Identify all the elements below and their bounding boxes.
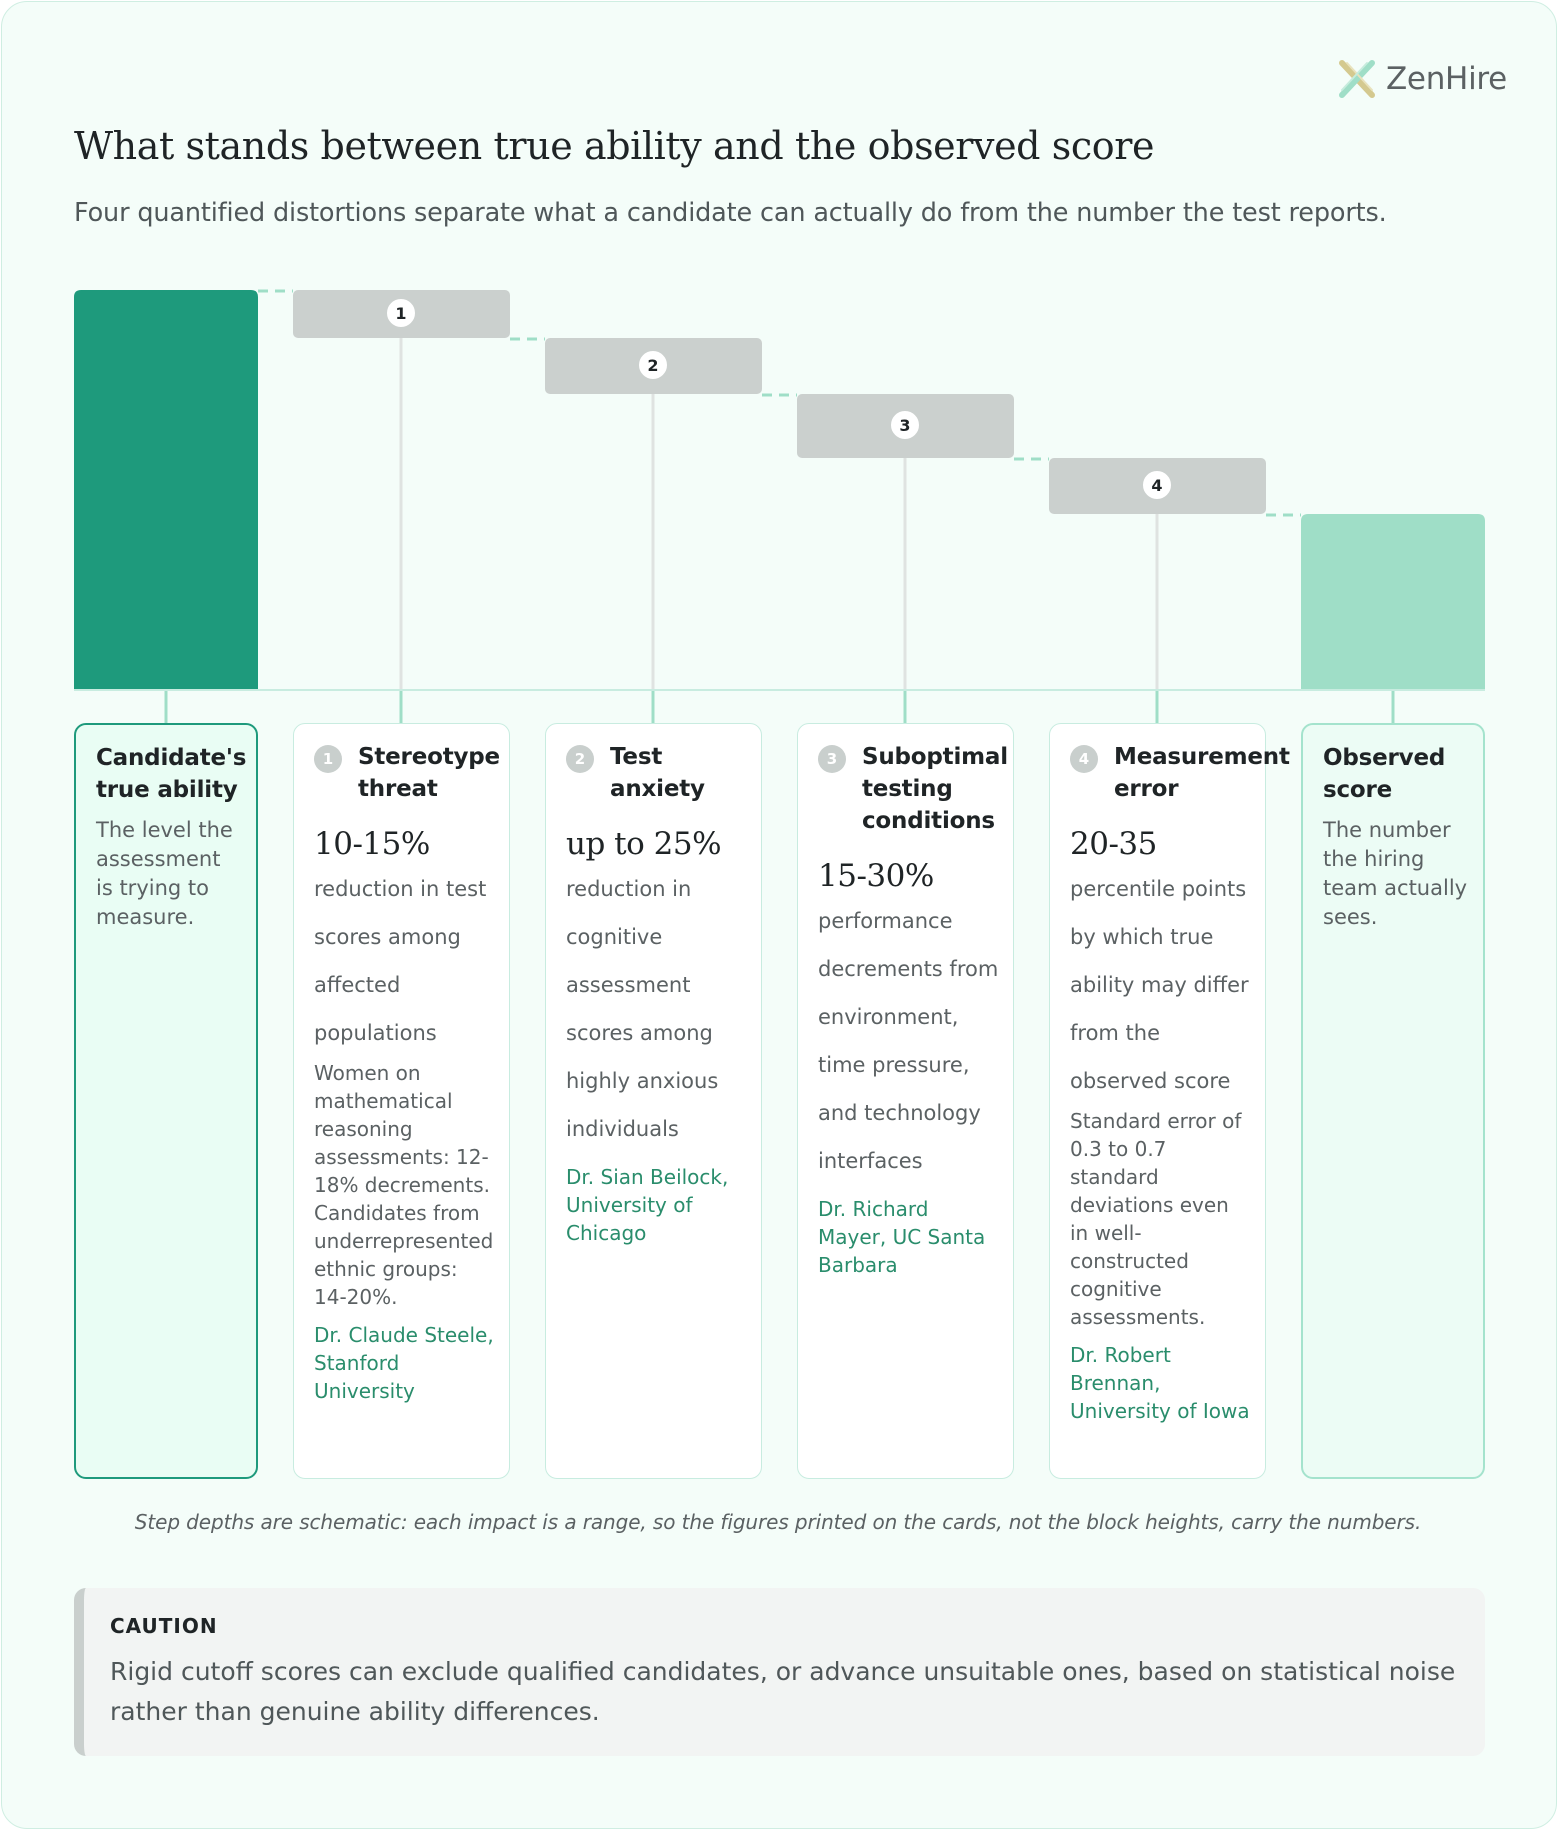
step-number-badge: 2 — [566, 745, 594, 773]
step-badge-3 — [890, 410, 920, 440]
card-title: Stereotype threat — [358, 744, 500, 802]
card-description: The number the hiring team actually sees. — [1323, 818, 1468, 929]
card-title: Observed score — [1323, 745, 1446, 803]
card-stat-description: reduction in cognitive assessment scores among highly anxious individuals — [566, 877, 719, 1141]
card-stat-description: percentile points by which true ability may differ from the observed score — [1070, 877, 1249, 1093]
drop-lines — [401, 320, 1157, 689]
card-stat-description: reduction in test scores among affected populations — [314, 877, 487, 1045]
step-badge-2 — [638, 350, 668, 380]
step-badge-4-number: 4 — [1151, 476, 1163, 495]
card-observed-score — [1301, 723, 1485, 1479]
brand-name: ZenHire — [1386, 61, 1507, 97]
step-number-badge: 1 — [314, 745, 342, 773]
caution-label: CAUTION — [110, 1614, 218, 1638]
card-title: Measurement error — [1114, 744, 1290, 802]
page-subtitle: Four quantified distortions separate what a candidate can actually do from the number the test reports. — [74, 198, 1387, 228]
card-title: Test anxiety — [610, 744, 705, 802]
card-source: Dr. Claude Steele, Stanford University — [314, 1323, 494, 1403]
observed-score-bar — [1301, 514, 1485, 689]
baseline-line — [74, 689, 1485, 691]
step-badge-4 — [1142, 470, 1172, 500]
card-source: Dr. Robert Brennan, University of Iowa — [1070, 1343, 1250, 1423]
card-description: The level the assessment is trying to measure. — [96, 818, 233, 929]
card-test-anxiety — [545, 723, 762, 1479]
step-badge-2-number: 2 — [647, 356, 659, 375]
card-title: Candidate's true ability — [96, 745, 247, 803]
page-title: What stands between true ability and the observed score — [74, 124, 1155, 168]
caution-callout — [74, 1588, 1485, 1756]
card-stat: up to 25% — [566, 826, 722, 862]
card-ticks — [166, 691, 1393, 723]
footnote: Step depths are schematic: each impact is a range, so the figures printed on the cards, not the block heights, carry the numbers. — [134, 1510, 1422, 1534]
card-detail: Standard error of 0.3 to 0.7 standard deviations even in well-constructed cognitive assessments. — [1070, 1109, 1242, 1329]
step-number-badge: 3 — [818, 745, 846, 773]
card-detail: Women on mathematical reasoning assessments: 12-18% decrements. Candidates from underrepresented ethnic groups: 14-20%. — [314, 1061, 494, 1309]
card-source: Dr. Richard Mayer, UC Santa Barbara — [818, 1197, 986, 1277]
card-stat: 10-15% — [314, 826, 430, 862]
card-title: Suboptimal testing conditions — [862, 744, 1008, 834]
card-true-ability — [74, 723, 258, 1479]
card-source: Dr. Sian Beilock, University of Chicago — [566, 1165, 729, 1245]
card-testing-conditions — [797, 723, 1014, 1479]
card-stat: 15-30% — [818, 858, 934, 894]
card-stereotype-threat — [293, 723, 510, 1479]
waterfall-diagram — [0, 0, 1560, 740]
caution-text: Rigid cutoff scores can exclude qualified candidates, or advance unsuitable ones, based on statistical noise rather than genuine ability differences. — [110, 1657, 1456, 1726]
step-badge-3-number: 3 — [899, 416, 911, 435]
step-badge-1 — [386, 298, 416, 328]
true-ability-bar — [74, 290, 258, 689]
step-badge-1-number: 1 — [395, 304, 407, 323]
card-measurement-error — [1049, 723, 1290, 1479]
card-stat: 20-35 — [1070, 826, 1157, 862]
step-number-badge: 4 — [1070, 745, 1098, 773]
card-stat-description: performance decrements from environment, time pressure, and technology interfaces — [818, 909, 999, 1173]
